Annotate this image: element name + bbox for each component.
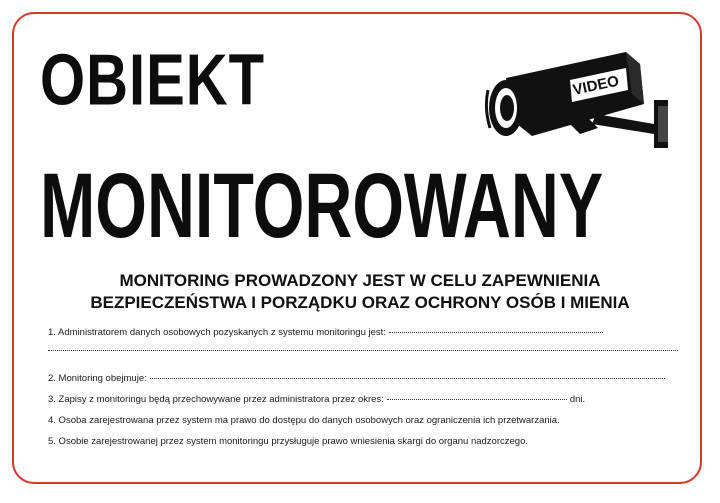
fill-in-line-2 — [150, 377, 665, 379]
subtitle-line-2: BEZPIECZEŃSTWA I PORZĄDKU ORAZ OCHRONY OSÓB I MIENIA — [90, 293, 630, 312]
list-item-3-suffix: dni. — [569, 394, 586, 405]
camera-label: VIDEO — [571, 72, 621, 99]
list-item-1 — [48, 327, 603, 338]
list-item-5-text: 5. Osobie zarejestrowanej przez system monitoringu przysługuje prawo wniesienia skargi do organu nadzorczego. — [48, 436, 528, 447]
title-line-1: OBIEKT — [40, 39, 266, 121]
fill-in-line-1 — [389, 331, 603, 333]
fill-in-line-1b — [48, 349, 678, 351]
list-item-2-text: 2. Monitoring obejmuje: — [48, 373, 147, 384]
list-item-1-continuation — [48, 351, 678, 353]
video-camera-icon — [476, 50, 680, 170]
list-item-4-text: 4. Osoba zarejestrowana przez system ma prawo do dostępu do danych osobowych oraz ograniczenia ich przetwarzania. — [48, 415, 560, 426]
fill-in-line-3 — [387, 398, 567, 400]
list-item-3-text: 3. Zapisy z monitoringu będą przechowywane przez administratora przez okres: — [48, 394, 384, 405]
title-line-2: MONITOROWANY — [40, 154, 604, 257]
list-item-4 — [48, 415, 560, 426]
camera-arm — [592, 114, 654, 134]
list-item-3 — [48, 394, 585, 405]
list-item-1-text: 1. Administratorem danych osobowych pozyskanych z systemu monitoringu jest: — [48, 327, 386, 338]
list-item-5 — [48, 436, 528, 447]
subtitle-line-1: MONITORING PROWADZONY JEST W CELU ZAPEWNIENIA — [119, 271, 601, 290]
list-item-2 — [48, 373, 665, 384]
